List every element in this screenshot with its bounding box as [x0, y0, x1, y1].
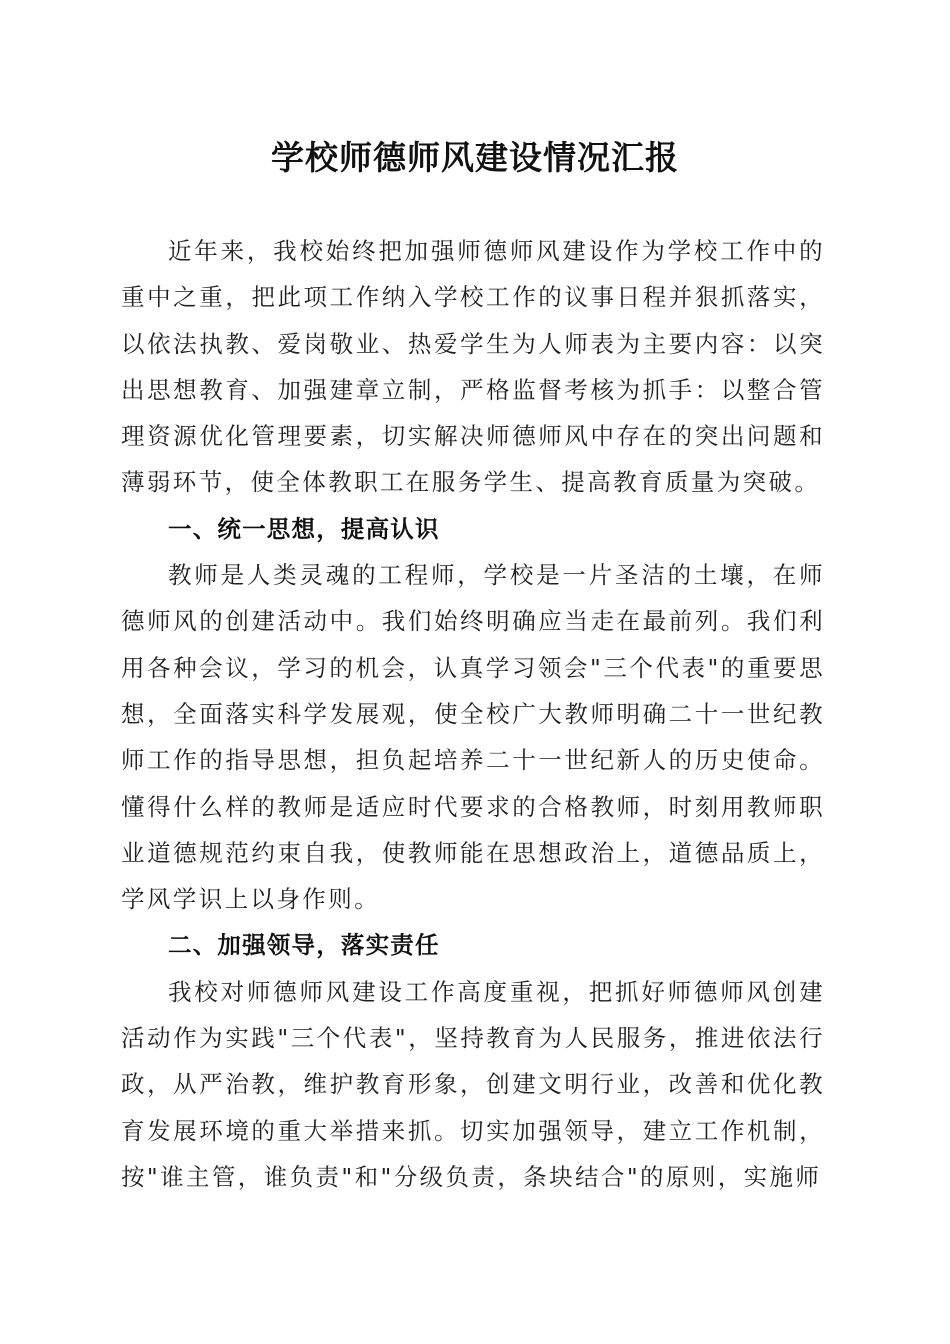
section-2-paragraph: 我校对师德师风建设工作高度重视，把抓好师德师风创建活动作为实践"三个代表"，坚持教育为人民服务，推进依法行政，从严治教，维护教育形象，创建文明行业，改善和优化教育发展环境的重大举措来抓。切实加强领导，建立工作机制，按"谁主管，谁负责"和"分级负责，条块结合"的原则，实施师	[121, 977, 825, 1191]
section-2-heading: 二、加强领导，落实责任	[168, 931, 440, 960]
document-title: 学校师德师风建设情况汇报	[271, 138, 679, 177]
document-body	[121, 228, 825, 1200]
intro-paragraph: 近年来，我校始终把加强师德师风建设作为学校工作中的重中之重，把此项工作纳入学校工作的议事日程并狠抓落实，以依法执教、爱岗敬业、热爱学生为人师表为主要内容：以突出思想教育、加强建章立制，严格监督考核为抓手：以整合管理资源优化管理要素，切实解决师德师风中存在的突出问题和薄弱环节，使全体教职工在服务学生、提高教育质量为突破。	[121, 237, 825, 497]
section-1-paragraph: 教师是人类灵魂的工程师，学校是一片圣洁的土壤，在师德师风的创建活动中。我们始终明确应当走在最前列。我们利用各种会议，学习的机会，认真学习领会"三个代表"的重要思想，全面落实科学发展观，使全校广大教师明确二十一世纪教师工作的指导思想，担负起培养二十一世纪新人的历史使命。懂得什么样的教师是适应时代要求的合格教师，时刻用教师职业道德规范约束自我，使教师能在思想政治上，道德品质上，学风学识上以身作则。	[121, 561, 825, 914]
section-1-heading: 一、统一思想，提高认识	[168, 514, 440, 543]
